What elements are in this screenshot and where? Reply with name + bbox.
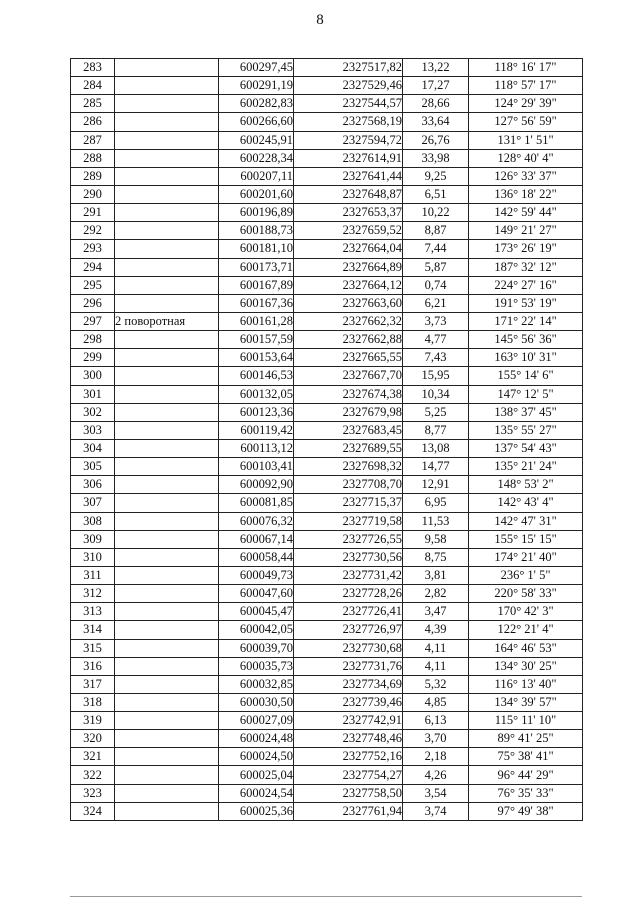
- y-coordinate-cell: 2327568,19: [294, 113, 403, 131]
- y-coordinate-cell: 2327728,26: [294, 585, 403, 603]
- x-coordinate-cell: 600025,04: [219, 766, 294, 784]
- table-row: [71, 639, 583, 657]
- y-coordinate-cell: 2327731,42: [294, 566, 403, 584]
- table-row: [71, 603, 583, 621]
- point-number-cell: 309: [71, 530, 115, 548]
- direction-angle-cell: 97° 49' 38": [469, 802, 583, 820]
- point-number-cell: 287: [71, 131, 115, 149]
- point-name-cell: [115, 258, 219, 276]
- x-coordinate-cell: 600067,14: [219, 530, 294, 548]
- distance-cell: 4,26: [403, 766, 469, 784]
- y-coordinate-cell: 2327715,37: [294, 494, 403, 512]
- distance-cell: 3,70: [403, 730, 469, 748]
- direction-angle-cell: 124° 29' 39": [469, 95, 583, 113]
- point-number-cell: 289: [71, 167, 115, 185]
- table-row: [71, 784, 583, 802]
- x-coordinate-cell: 600291,19: [219, 77, 294, 95]
- distance-cell: 4,11: [403, 639, 469, 657]
- point-name-cell: [115, 59, 219, 77]
- table-row: [71, 766, 583, 784]
- coordinates-table-body: [71, 59, 583, 821]
- table-row: [71, 77, 583, 95]
- point-number-cell: 324: [71, 802, 115, 820]
- x-coordinate-cell: 600266,60: [219, 113, 294, 131]
- y-coordinate-cell: 2327708,70: [294, 476, 403, 494]
- y-coordinate-cell: 2327758,50: [294, 784, 403, 802]
- direction-angle-cell: 137° 54' 43": [469, 439, 583, 457]
- distance-cell: 7,44: [403, 240, 469, 258]
- point-number-cell: 319: [71, 712, 115, 730]
- x-coordinate-cell: 600167,89: [219, 276, 294, 294]
- direction-angle-cell: 126° 33' 37": [469, 167, 583, 185]
- point-name-cell: [115, 712, 219, 730]
- point-name-cell: [115, 240, 219, 258]
- x-coordinate-cell: 600161,28: [219, 312, 294, 330]
- distance-cell: 28,66: [403, 95, 469, 113]
- direction-angle-cell: 142° 43' 4": [469, 494, 583, 512]
- distance-cell: 26,76: [403, 131, 469, 149]
- point-number-cell: 306: [71, 476, 115, 494]
- direction-angle-cell: 128° 40' 4": [469, 149, 583, 167]
- x-coordinate-cell: 600181,10: [219, 240, 294, 258]
- y-coordinate-cell: 2327594,72: [294, 131, 403, 149]
- point-name-cell: [115, 439, 219, 457]
- y-coordinate-cell: 2327748,46: [294, 730, 403, 748]
- x-coordinate-cell: 600297,45: [219, 59, 294, 77]
- point-number-cell: 298: [71, 331, 115, 349]
- point-number-cell: 321: [71, 748, 115, 766]
- y-coordinate-cell: 2327719,58: [294, 512, 403, 530]
- direction-angle-cell: 89° 41' 25": [469, 730, 583, 748]
- point-number-cell: 286: [71, 113, 115, 131]
- point-number-cell: 304: [71, 439, 115, 457]
- coordinates-table: [70, 58, 583, 821]
- x-coordinate-cell: 600132,05: [219, 385, 294, 403]
- direction-angle-cell: 171° 22' 14": [469, 312, 583, 330]
- y-coordinate-cell: 2327752,16: [294, 748, 403, 766]
- distance-cell: 3,74: [403, 802, 469, 820]
- direction-angle-cell: 116° 13' 40": [469, 675, 583, 693]
- point-number-cell: 295: [71, 276, 115, 294]
- point-name-cell: [115, 603, 219, 621]
- x-coordinate-cell: 600119,42: [219, 421, 294, 439]
- x-coordinate-cell: 600058,44: [219, 548, 294, 566]
- table-row: [71, 258, 583, 276]
- direction-angle-cell: 174° 21' 40": [469, 548, 583, 566]
- table-row: [71, 494, 583, 512]
- point-number-cell: 291: [71, 204, 115, 222]
- x-coordinate-cell: 600047,60: [219, 585, 294, 603]
- point-number-cell: 320: [71, 730, 115, 748]
- direction-angle-cell: 149° 21' 27": [469, 222, 583, 240]
- direction-angle-cell: 145° 56' 36": [469, 331, 583, 349]
- table-row: [71, 331, 583, 349]
- x-coordinate-cell: 600039,70: [219, 639, 294, 657]
- y-coordinate-cell: 2327662,32: [294, 312, 403, 330]
- x-coordinate-cell: 600042,05: [219, 621, 294, 639]
- point-number-cell: 314: [71, 621, 115, 639]
- direction-angle-cell: 118° 57' 17": [469, 77, 583, 95]
- point-number-cell: 301: [71, 385, 115, 403]
- point-number-cell: 313: [71, 603, 115, 621]
- point-number-cell: 297: [71, 312, 115, 330]
- table-row: [71, 421, 583, 439]
- x-coordinate-cell: 600228,34: [219, 149, 294, 167]
- point-name-cell: [115, 95, 219, 113]
- direction-angle-cell: 164° 46' 53": [469, 639, 583, 657]
- point-number-cell: 283: [71, 59, 115, 77]
- point-number-cell: 299: [71, 349, 115, 367]
- distance-cell: 11,53: [403, 512, 469, 530]
- x-coordinate-cell: 600030,50: [219, 693, 294, 711]
- direction-angle-cell: 224° 27' 16": [469, 276, 583, 294]
- point-name-cell: [115, 748, 219, 766]
- table-row: [71, 730, 583, 748]
- table-row: [71, 566, 583, 584]
- distance-cell: 9,25: [403, 167, 469, 185]
- point-number-cell: 307: [71, 494, 115, 512]
- direction-angle-cell: 75° 38' 41": [469, 748, 583, 766]
- point-name-cell: [115, 730, 219, 748]
- distance-cell: 3,73: [403, 312, 469, 330]
- point-number-cell: 302: [71, 403, 115, 421]
- point-name-cell: [115, 113, 219, 131]
- direction-angle-cell: 96° 44' 29": [469, 766, 583, 784]
- point-name-cell: [115, 185, 219, 203]
- direction-angle-cell: 134° 39' 57": [469, 693, 583, 711]
- point-name-cell: [115, 494, 219, 512]
- direction-angle-cell: 76° 35' 33": [469, 784, 583, 802]
- distance-cell: 14,77: [403, 458, 469, 476]
- table-row: [71, 693, 583, 711]
- x-coordinate-cell: 600245,91: [219, 131, 294, 149]
- table-row: [71, 312, 583, 330]
- distance-cell: 15,95: [403, 367, 469, 385]
- direction-angle-cell: 191° 53' 19": [469, 294, 583, 312]
- point-number-cell: 288: [71, 149, 115, 167]
- point-name-cell: [115, 367, 219, 385]
- distance-cell: 10,22: [403, 204, 469, 222]
- table-row: [71, 294, 583, 312]
- table-row: [71, 95, 583, 113]
- x-coordinate-cell: 600035,73: [219, 657, 294, 675]
- distance-cell: 5,25: [403, 403, 469, 421]
- y-coordinate-cell: 2327529,46: [294, 77, 403, 95]
- point-name-cell: [115, 77, 219, 95]
- y-coordinate-cell: 2327648,87: [294, 185, 403, 203]
- table-row: [71, 167, 583, 185]
- point-name-cell: [115, 167, 219, 185]
- point-name-cell: 2 поворотная: [115, 312, 219, 330]
- table-row: [71, 131, 583, 149]
- table-row: [71, 222, 583, 240]
- point-number-cell: 303: [71, 421, 115, 439]
- y-coordinate-cell: 2327726,41: [294, 603, 403, 621]
- distance-cell: 5,32: [403, 675, 469, 693]
- x-coordinate-cell: 600032,85: [219, 675, 294, 693]
- x-coordinate-cell: 600092,90: [219, 476, 294, 494]
- distance-cell: 4,85: [403, 693, 469, 711]
- x-coordinate-cell: 600027,09: [219, 712, 294, 730]
- point-name-cell: [115, 349, 219, 367]
- x-coordinate-cell: 600153,64: [219, 349, 294, 367]
- table-row: [71, 548, 583, 566]
- table-row: [71, 530, 583, 548]
- distance-cell: 0,74: [403, 276, 469, 294]
- distance-cell: 7,43: [403, 349, 469, 367]
- point-name-cell: [115, 766, 219, 784]
- x-coordinate-cell: 600123,36: [219, 403, 294, 421]
- y-coordinate-cell: 2327679,98: [294, 403, 403, 421]
- x-coordinate-cell: 600282,83: [219, 95, 294, 113]
- direction-angle-cell: 220° 58' 33": [469, 585, 583, 603]
- y-coordinate-cell: 2327662,88: [294, 331, 403, 349]
- point-number-cell: 294: [71, 258, 115, 276]
- point-name-cell: [115, 294, 219, 312]
- point-number-cell: 308: [71, 512, 115, 530]
- point-number-cell: 310: [71, 548, 115, 566]
- point-number-cell: 316: [71, 657, 115, 675]
- point-name-cell: [115, 204, 219, 222]
- bottom-rule: [70, 896, 582, 897]
- distance-cell: 6,13: [403, 712, 469, 730]
- point-number-cell: 290: [71, 185, 115, 203]
- y-coordinate-cell: 2327517,82: [294, 59, 403, 77]
- table-row: [71, 149, 583, 167]
- point-name-cell: [115, 566, 219, 584]
- table-row: [71, 621, 583, 639]
- distance-cell: 12,91: [403, 476, 469, 494]
- table-row: [71, 113, 583, 131]
- x-coordinate-cell: 600025,36: [219, 802, 294, 820]
- table-row: [71, 385, 583, 403]
- direction-angle-cell: 131° 1' 51": [469, 131, 583, 149]
- distance-cell: 10,34: [403, 385, 469, 403]
- point-number-cell: 322: [71, 766, 115, 784]
- point-name-cell: [115, 784, 219, 802]
- table-row: [71, 185, 583, 203]
- distance-cell: 2,18: [403, 748, 469, 766]
- direction-angle-cell: 173° 26' 19": [469, 240, 583, 258]
- point-name-cell: [115, 657, 219, 675]
- x-coordinate-cell: 600201,60: [219, 185, 294, 203]
- y-coordinate-cell: 2327641,44: [294, 167, 403, 185]
- x-coordinate-cell: 600103,41: [219, 458, 294, 476]
- point-number-cell: 285: [71, 95, 115, 113]
- y-coordinate-cell: 2327726,55: [294, 530, 403, 548]
- distance-cell: 13,22: [403, 59, 469, 77]
- point-name-cell: [115, 149, 219, 167]
- direction-angle-cell: 122° 21' 4": [469, 621, 583, 639]
- table-row: [71, 204, 583, 222]
- x-coordinate-cell: 600024,48: [219, 730, 294, 748]
- direction-angle-cell: 138° 37' 45": [469, 403, 583, 421]
- table-row: [71, 802, 583, 820]
- distance-cell: 8,75: [403, 548, 469, 566]
- table-row: [71, 276, 583, 294]
- direction-angle-cell: 170° 42' 3": [469, 603, 583, 621]
- point-name-cell: [115, 331, 219, 349]
- distance-cell: 17,27: [403, 77, 469, 95]
- point-number-cell: 292: [71, 222, 115, 240]
- table-row: [71, 59, 583, 77]
- x-coordinate-cell: 600024,50: [219, 748, 294, 766]
- point-name-cell: [115, 621, 219, 639]
- table-row: [71, 240, 583, 258]
- y-coordinate-cell: 2327667,70: [294, 367, 403, 385]
- distance-cell: 8,87: [403, 222, 469, 240]
- direction-angle-cell: 142° 59' 44": [469, 204, 583, 222]
- x-coordinate-cell: 600076,32: [219, 512, 294, 530]
- point-name-cell: [115, 802, 219, 820]
- y-coordinate-cell: 2327698,32: [294, 458, 403, 476]
- point-number-cell: 312: [71, 585, 115, 603]
- point-number-cell: 300: [71, 367, 115, 385]
- direction-angle-cell: 136° 18' 22": [469, 185, 583, 203]
- point-number-cell: 305: [71, 458, 115, 476]
- distance-cell: 2,82: [403, 585, 469, 603]
- table-row: [71, 657, 583, 675]
- point-name-cell: [115, 131, 219, 149]
- table-row: [71, 585, 583, 603]
- distance-cell: 6,95: [403, 494, 469, 512]
- distance-cell: 13,08: [403, 439, 469, 457]
- x-coordinate-cell: 600157,59: [219, 331, 294, 349]
- point-name-cell: [115, 421, 219, 439]
- y-coordinate-cell: 2327659,52: [294, 222, 403, 240]
- x-coordinate-cell: 600173,71: [219, 258, 294, 276]
- distance-cell: 9,58: [403, 530, 469, 548]
- y-coordinate-cell: 2327689,55: [294, 439, 403, 457]
- point-name-cell: [115, 548, 219, 566]
- y-coordinate-cell: 2327614,91: [294, 149, 403, 167]
- table-row: [71, 367, 583, 385]
- y-coordinate-cell: 2327739,46: [294, 693, 403, 711]
- y-coordinate-cell: 2327665,55: [294, 349, 403, 367]
- point-number-cell: 315: [71, 639, 115, 657]
- table-row: [71, 748, 583, 766]
- x-coordinate-cell: 600146,53: [219, 367, 294, 385]
- y-coordinate-cell: 2327731,76: [294, 657, 403, 675]
- x-coordinate-cell: 600207,11: [219, 167, 294, 185]
- point-name-cell: [115, 693, 219, 711]
- direction-angle-cell: 118° 16' 17": [469, 59, 583, 77]
- point-name-cell: [115, 585, 219, 603]
- x-coordinate-cell: 600045,47: [219, 603, 294, 621]
- direction-angle-cell: 134° 30' 25": [469, 657, 583, 675]
- table-row: [71, 403, 583, 421]
- y-coordinate-cell: 2327730,56: [294, 548, 403, 566]
- x-coordinate-cell: 600196,89: [219, 204, 294, 222]
- direction-angle-cell: 236° 1' 5": [469, 566, 583, 584]
- y-coordinate-cell: 2327663,60: [294, 294, 403, 312]
- point-name-cell: [115, 385, 219, 403]
- x-coordinate-cell: 600081,85: [219, 494, 294, 512]
- x-coordinate-cell: 600188,73: [219, 222, 294, 240]
- point-number-cell: 296: [71, 294, 115, 312]
- x-coordinate-cell: 600113,12: [219, 439, 294, 457]
- y-coordinate-cell: 2327544,57: [294, 95, 403, 113]
- point-name-cell: [115, 675, 219, 693]
- distance-cell: 4,77: [403, 331, 469, 349]
- y-coordinate-cell: 2327653,37: [294, 204, 403, 222]
- distance-cell: 33,64: [403, 113, 469, 131]
- direction-angle-cell: 187° 32' 12": [469, 258, 583, 276]
- point-number-cell: 318: [71, 693, 115, 711]
- direction-angle-cell: 135° 55' 27": [469, 421, 583, 439]
- table-row: [71, 439, 583, 457]
- table-row: [71, 349, 583, 367]
- point-number-cell: 317: [71, 675, 115, 693]
- point-name-cell: [115, 530, 219, 548]
- x-coordinate-cell: 600167,36: [219, 294, 294, 312]
- direction-angle-cell: 163° 10' 31": [469, 349, 583, 367]
- x-coordinate-cell: 600024,54: [219, 784, 294, 802]
- y-coordinate-cell: 2327754,27: [294, 766, 403, 784]
- point-name-cell: [115, 458, 219, 476]
- page-number: 8: [316, 12, 324, 28]
- direction-angle-cell: 148° 53' 2": [469, 476, 583, 494]
- direction-angle-cell: 115° 11' 10": [469, 712, 583, 730]
- table-row: [71, 675, 583, 693]
- direction-angle-cell: 135° 21' 24": [469, 458, 583, 476]
- direction-angle-cell: 147° 12' 5": [469, 385, 583, 403]
- y-coordinate-cell: 2327761,94: [294, 802, 403, 820]
- distance-cell: 3,81: [403, 566, 469, 584]
- table-row: [71, 458, 583, 476]
- y-coordinate-cell: 2327730,68: [294, 639, 403, 657]
- distance-cell: 33,98: [403, 149, 469, 167]
- y-coordinate-cell: 2327674,38: [294, 385, 403, 403]
- point-number-cell: 323: [71, 784, 115, 802]
- y-coordinate-cell: 2327664,04: [294, 240, 403, 258]
- direction-angle-cell: 127° 56' 59": [469, 113, 583, 131]
- x-coordinate-cell: 600049,73: [219, 566, 294, 584]
- distance-cell: 3,47: [403, 603, 469, 621]
- y-coordinate-cell: 2327742,91: [294, 712, 403, 730]
- distance-cell: 6,21: [403, 294, 469, 312]
- point-name-cell: [115, 476, 219, 494]
- point-name-cell: [115, 639, 219, 657]
- distance-cell: 3,54: [403, 784, 469, 802]
- distance-cell: 8,77: [403, 421, 469, 439]
- point-number-cell: 311: [71, 566, 115, 584]
- y-coordinate-cell: 2327726,97: [294, 621, 403, 639]
- point-number-cell: 293: [71, 240, 115, 258]
- point-name-cell: [115, 222, 219, 240]
- y-coordinate-cell: 2327683,45: [294, 421, 403, 439]
- point-name-cell: [115, 403, 219, 421]
- distance-cell: 5,87: [403, 258, 469, 276]
- distance-cell: 6,51: [403, 185, 469, 203]
- direction-angle-cell: 155° 15' 15": [469, 530, 583, 548]
- table-row: [71, 712, 583, 730]
- y-coordinate-cell: 2327734,69: [294, 675, 403, 693]
- table-row: [71, 476, 583, 494]
- table-row: [71, 512, 583, 530]
- distance-cell: 4,39: [403, 621, 469, 639]
- direction-angle-cell: 142° 47' 31": [469, 512, 583, 530]
- point-number-cell: 284: [71, 77, 115, 95]
- y-coordinate-cell: 2327664,12: [294, 276, 403, 294]
- distance-cell: 4,11: [403, 657, 469, 675]
- point-name-cell: [115, 512, 219, 530]
- direction-angle-cell: 155° 14' 6": [469, 367, 583, 385]
- y-coordinate-cell: 2327664,89: [294, 258, 403, 276]
- point-name-cell: [115, 276, 219, 294]
